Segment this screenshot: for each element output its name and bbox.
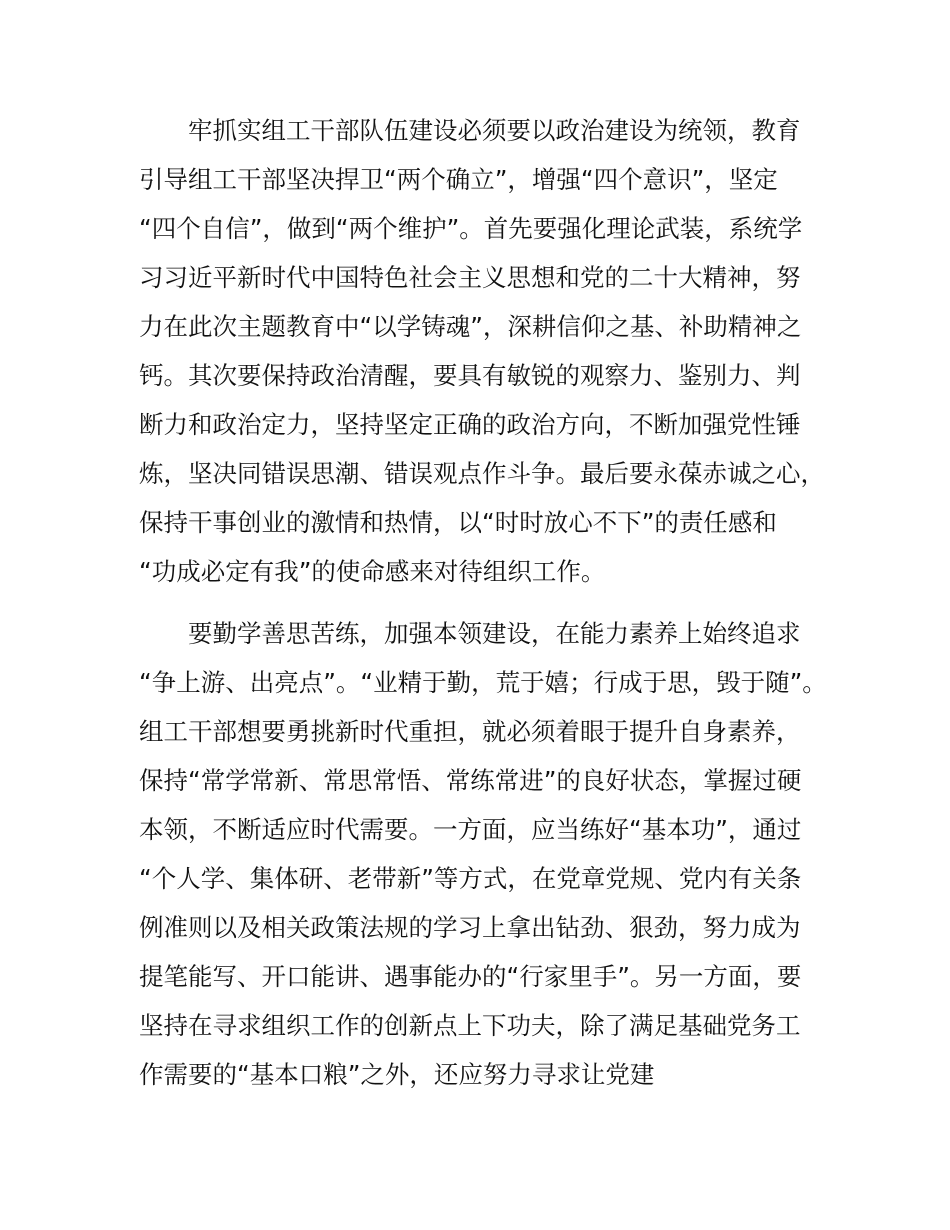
text-line: 力在此次主题教育中“以学铸魂”，深耕信仰之基、补助精神之 (139, 312, 802, 341)
text-line: 保持“常学常新、常思常悟、常练常进”的良好状态，掌握过硬 (139, 766, 802, 795)
text-line: 坚持在寻求组织工作的创新点上下功夫，除了满足基础党务工 (139, 1011, 801, 1040)
text-line: 炼，坚决同错误思潮、错误观点作斗争。最后要永葆赤诚之心， (139, 459, 825, 488)
text-line: 组工干部想要勇挑新时代重担，就必须着眼于提升自身素养， (139, 717, 801, 746)
text-line: 牢抓实组工干部队伍建设必须要以政治建设为统领，教育 (188, 116, 801, 145)
text-line: 断力和政治定力，坚持坚定正确的政治方向，不断加强党性锤 (139, 410, 801, 439)
text-line: “功成必定有我”的使命感来对待组织工作。 (139, 557, 606, 586)
text-line: 本领，不断适应时代需要。一方面，应当练好“基本功”，通过 (139, 815, 802, 844)
text-line: 钙。其次要保持政治清醒，要具有敏锐的观察力、鉴别力、判 (139, 361, 801, 390)
document-body (139, 106, 829, 1099)
text-line: 保持干事创业的激情和热情，以“时时放心不下”的责任感和 (139, 508, 777, 537)
text-line: “个人学、集体研、老带新”等方式，在党章党规、党内有关条 (139, 864, 802, 893)
paragraph-spacer (139, 596, 829, 609)
paragraph-political-building (139, 106, 829, 596)
text-line: 要勤学善思苦练，加强本领建设，在能力素养上始终追求 (188, 619, 801, 648)
text-line: “争上游、出亮点”。“业精于勤，荒于嬉；行成于思，毁于随”。 (139, 668, 827, 697)
text-line: 引导组工干部坚决捍卫“两个确立”，增强“四个意识”，坚定 (139, 165, 778, 194)
text-line: 习习近平新时代中国特色社会主义思想和党的二十大精神，努 (139, 263, 801, 292)
text-line: 作需要的“基本口粮”之外，还应努力寻求让党建 (139, 1060, 655, 1089)
text-line: 提笔能写、开口能讲、遇事能办的“行家里手”。另一方面，要 (139, 962, 802, 991)
text-line: 例准则以及相关政策法规的学习上拿出钻劲、狠劲，努力成为 (139, 913, 801, 942)
paragraph-capability-building (139, 609, 829, 1099)
text-line: “四个自信”，做到“两个维护”。首先要强化理论武装，系统学 (139, 214, 803, 243)
